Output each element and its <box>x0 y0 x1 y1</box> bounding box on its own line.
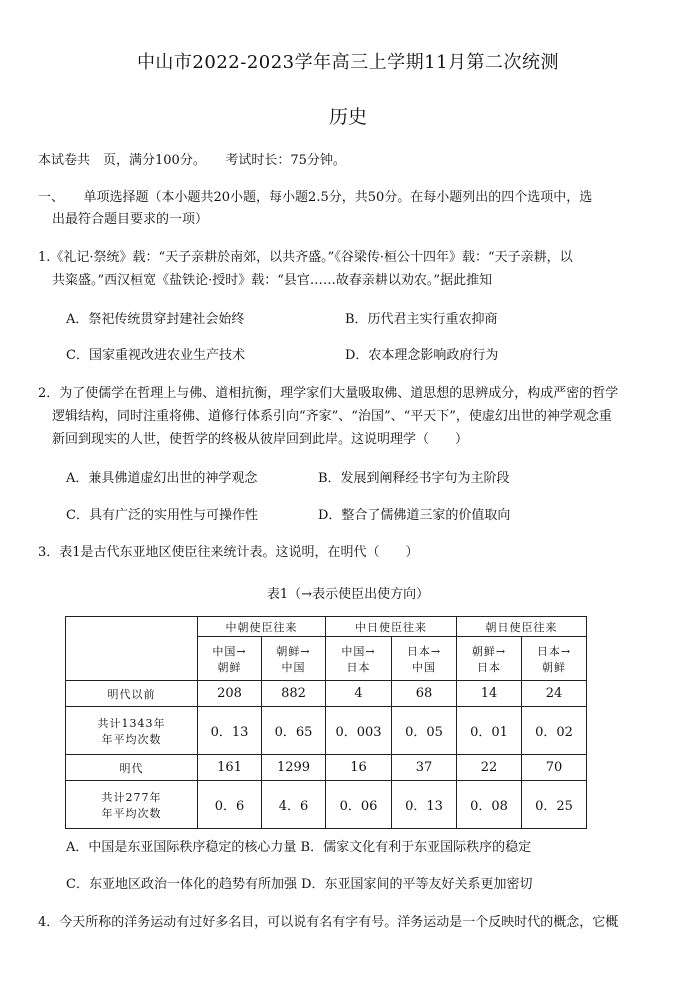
table-cell: 14 <box>457 681 522 707</box>
direction-cell: 日本→ 中国 <box>392 637 457 681</box>
q2-stem-line1: 2．为了使儒学在哲理上与佛、道相抗衡，理学家们大量吸取佛、道思想的思辨成分，构成严密的哲学 <box>38 386 619 401</box>
group-header: 中日使臣往来 <box>326 617 457 637</box>
table-cell: 24 <box>522 681 587 707</box>
direction-cell: 中国→ 日本 <box>326 637 392 681</box>
table-row <box>66 681 587 707</box>
table-row <box>66 781 587 829</box>
q2-option-a: A．兼具佛道虚幻出世的神学观念 <box>66 471 258 486</box>
table-cell: 16 <box>326 755 392 781</box>
table-cell: 0．05 <box>392 707 457 755</box>
exam-info: 本试卷共 页，满分100分。 考试时长：75分钟。 <box>38 153 346 168</box>
direction-cell: 日本→ 朝鲜 <box>522 637 587 681</box>
row-label: 共计1343年 年平均次数 <box>66 707 198 755</box>
table-cell: 0．25 <box>522 781 587 829</box>
q1-stem-line2: 共粢盛。”西汉桓宽《盐铁论·授时》载：“县官……故春亲耕以劝农。”据此推知 <box>52 273 493 288</box>
row-label: 明代以前 <box>66 681 198 707</box>
table-row <box>66 755 587 781</box>
q3-stem: 3．表1是古代东亚地区使臣往来统计表。这说明，在明代（ ） <box>38 545 419 560</box>
direction-cell: 中国→ 朝鲜 <box>198 637 262 681</box>
table-caption: 表1（→表示使臣出使方向） <box>266 587 430 602</box>
direction-cell: 朝鲜→ 中国 <box>262 637 326 681</box>
q4-stem-line1: 4．今天所称的洋务运动有过好多名目，可以说有名有字有号。洋务运动是一个反映时代的概念，它概 <box>38 915 619 930</box>
q2-option-d: D．整合了儒佛道三家的价值取向 <box>318 508 511 523</box>
table-cell: 4．6 <box>262 781 326 829</box>
group-header: 朝日使臣往来 <box>457 617 587 637</box>
q1-option-d: D．农本理念影响政府行为 <box>345 348 499 363</box>
q1-option-b: B．历代君主实行重农抑商 <box>345 312 498 327</box>
table-header-row <box>66 617 587 637</box>
row-label: 共计277年 年平均次数 <box>66 781 198 829</box>
table-cell: 70 <box>522 755 587 781</box>
table-cell: 0．01 <box>457 707 522 755</box>
q1-option-a: A．祭祀传统贯穿封建社会始终 <box>66 312 245 327</box>
q2-option-b: B．发展到阐释经书字句为主阶段 <box>318 471 510 486</box>
section1-line1: 一、 单项选择题（本小题共20小题，每小题2.5分，共50分。在每小题列出的四个选项中，选 <box>38 190 593 205</box>
envoy-statistics-table <box>65 616 587 829</box>
table-cell: 0．13 <box>198 707 262 755</box>
direction-cell: 朝鲜→ 日本 <box>457 637 522 681</box>
q1-stem-line1: 1.《礼记·祭统》载：“天子亲耕於南郊，以共齐盛。”《谷梁传·桓公十四年》载：“天子亲耕，以 <box>38 250 573 265</box>
table-cell: 0．02 <box>522 707 587 755</box>
table-corner-cell <box>66 617 198 681</box>
table-cell: 37 <box>392 755 457 781</box>
table-cell: 0．06 <box>326 781 392 829</box>
group-header: 中朝使臣往来 <box>198 617 326 637</box>
table-cell: 1299 <box>262 755 326 781</box>
q2-stem-line2: 逻辑结构，同时注重将佛、道修行体系引向“齐家”、“治国”、“平天下”，使虚幻出世的神学观念重 <box>52 409 612 424</box>
exam-title: 中山市2022-2023学年高三上学期11月第二次统测 <box>136 52 560 73</box>
q2-option-c: C．具有广泛的实用性与可操作性 <box>66 508 258 523</box>
q3-options-cd: C．东亚地区政治一体化的趋势有所加强 D．东亚国家间的平等友好关系更加密切 <box>66 877 533 892</box>
q3-options-ab: A．中国是东亚国际秩序稳定的核心力量 B．儒家文化有利于东亚国际秩序的稳定 <box>66 840 532 855</box>
table-row <box>66 707 587 755</box>
table-cell: 68 <box>392 681 457 707</box>
table-cell: 0．65 <box>262 707 326 755</box>
table-cell: 0．003 <box>326 707 392 755</box>
table-cell: 0．6 <box>198 781 262 829</box>
table-cell: 4 <box>326 681 392 707</box>
table-cell: 161 <box>198 755 262 781</box>
table-cell: 0．13 <box>392 781 457 829</box>
table-cell: 22 <box>457 755 522 781</box>
q2-stem-line3: 新回到现实的人世，使哲学的终极从彼岸回到此岸。这说明理学（ ） <box>52 432 469 447</box>
section1-line2: 出最符合题目要求的一项） <box>52 212 209 227</box>
q1-option-c: C．国家重视改进农业生产技术 <box>66 348 245 363</box>
table-cell: 208 <box>198 681 262 707</box>
table-cell: 0．08 <box>457 781 522 829</box>
subject-title: 历史 <box>328 106 367 128</box>
row-label: 明代 <box>66 755 198 781</box>
table-cell: 882 <box>262 681 326 707</box>
